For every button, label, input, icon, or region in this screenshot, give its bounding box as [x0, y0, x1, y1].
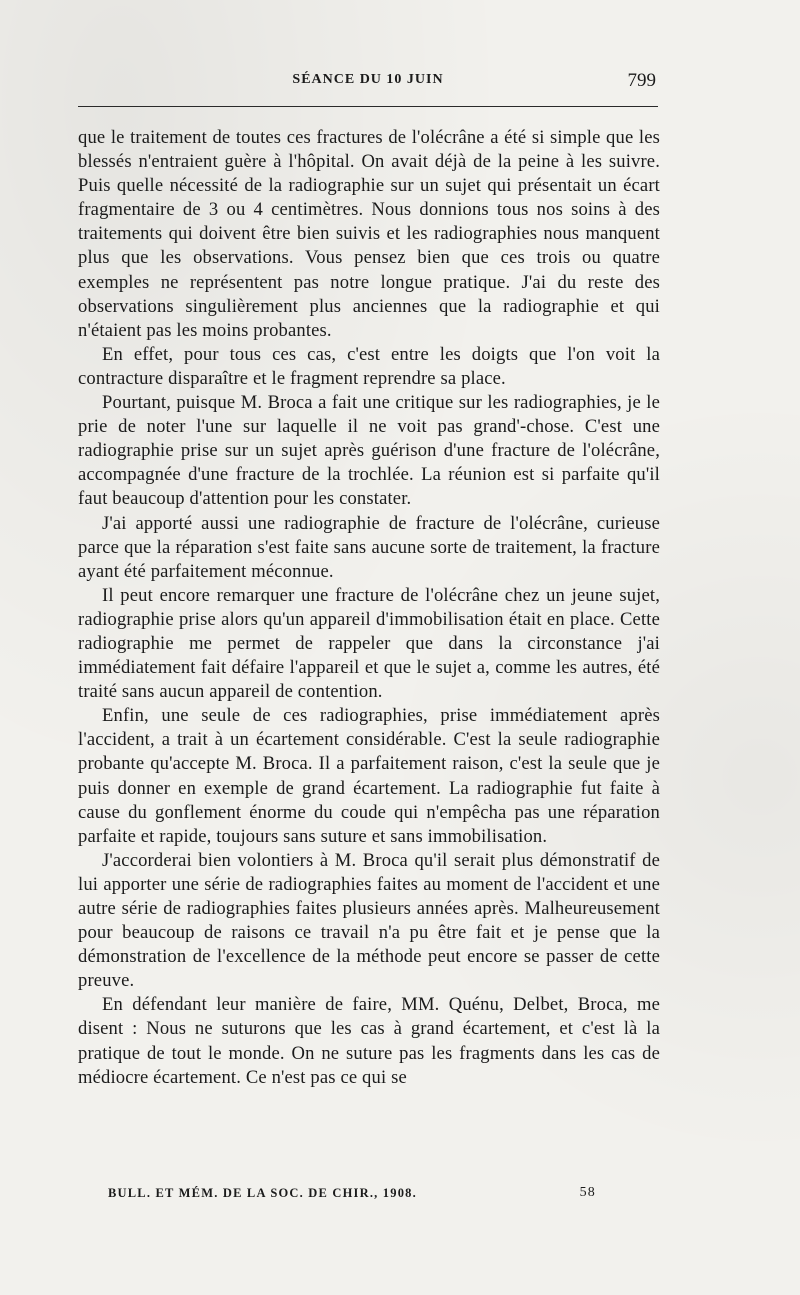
paragraph: Il peut encore remarquer une fracture de l'olécrâne chez un jeune sujet, radiographie prise alors qu'un appareil d'immobilisation était en place. Cette radiographie me permet de rappeler que dans la circonstance j'ai immédiatement fait défaire l'appareil et que le sujet a, comme les autres, été traité sans aucun appareil de contention. — [78, 584, 660, 703]
running-head: SÉANCE DU 10 JUIN — [292, 72, 444, 87]
paragraph: Enfin, une seule de ces radiographies, prise immédiatement après l'accident, a trait à un écartement considérable. C'est la seule radiographie probante qu'accepte M. Broca. Il a parfaitement raison, c'est la seule que je puis donner en exemple de grand écartement. La radiographie fut faite à cause du gonflement énorme du coude qui n'empêcha pas une réparation parfaite et rapide, toujours sans suture et sans immobilisation. — [78, 705, 660, 847]
body-text — [78, 126, 660, 1090]
page-footer — [108, 1186, 596, 1206]
journal-signature: BULL. ET MÉM. DE LA SOC. DE CHIR., 1908. — [108, 1186, 417, 1200]
sheet-signature: 58 — [579, 1185, 596, 1200]
paragraph: J'ai apporté aussi une radiographie de fracture de l'olécrâne, curieuse parce que la réparation s'est faite sans aucune sorte de traitement, la fracture ayant été parfaitement méconnue. — [78, 512, 660, 582]
page-number: 799 — [627, 70, 656, 91]
paragraph: que le traitement de toutes ces fractures de l'olécrâne a été si simple que les blessés n'entraient guère à l'hôpital. On avait déjà de la peine à les suivre. Puis quelle nécessité de la radiographie sur un sujet qui présentait un écart fragmentaire de 3 ou 4 centimètres. Nous donnions tous nos soins à des traitements qui doivent être bien suivis et les radiographies nous manquent plus que les observations. Vous pensez bien que ces trois ou quatre exemples ne représentent pas notre longue pratique. J'ai du reste des observations singulièrement plus anciennes que la radiographie et qui n'étaient pas les moins probantes. — [78, 127, 660, 341]
page-header — [78, 72, 658, 96]
paragraph: En défendant leur manière de faire, MM. Quénu, Delbet, Broca, me disent : Nous ne suturons que les cas à grand écartement, et c'est là la pratique de tout le monde. On ne suture pas les fragments dans les cas de médiocre écartement. Ce n'est pas ce qui se — [78, 994, 660, 1088]
paragraph: En effet, pour tous ces cas, c'est entre les doigts que l'on voit la contracture disparaître et le fragment reprendre sa place. — [78, 343, 660, 389]
paragraph: J'accorderai bien volontiers à M. Broca qu'il serait plus démonstratif de lui apporter une série de radiographies faites au moment de l'accident et une autre série de radiographies faites plusieurs années après. Malheureusement pour beaucoup de raisons ce travail n'a pu être fait et je pense que la démonstration de l'excellence de la méthode peut encore se passer de cette preuve. — [78, 849, 660, 992]
header-rule — [78, 106, 658, 107]
paragraph: Pourtant, puisque M. Broca a fait une critique sur les radiographies, je le prie de noter l'une sur laquelle il ne voit pas grand'-chose. C'est une radiographie prise sur un sujet après guérison d'une fracture de l'olécrâne, accompagnée d'une fracture de la trochlée. La réunion est si parfaite qu'il faut beaucoup d'attention pour les constater. — [78, 392, 660, 510]
